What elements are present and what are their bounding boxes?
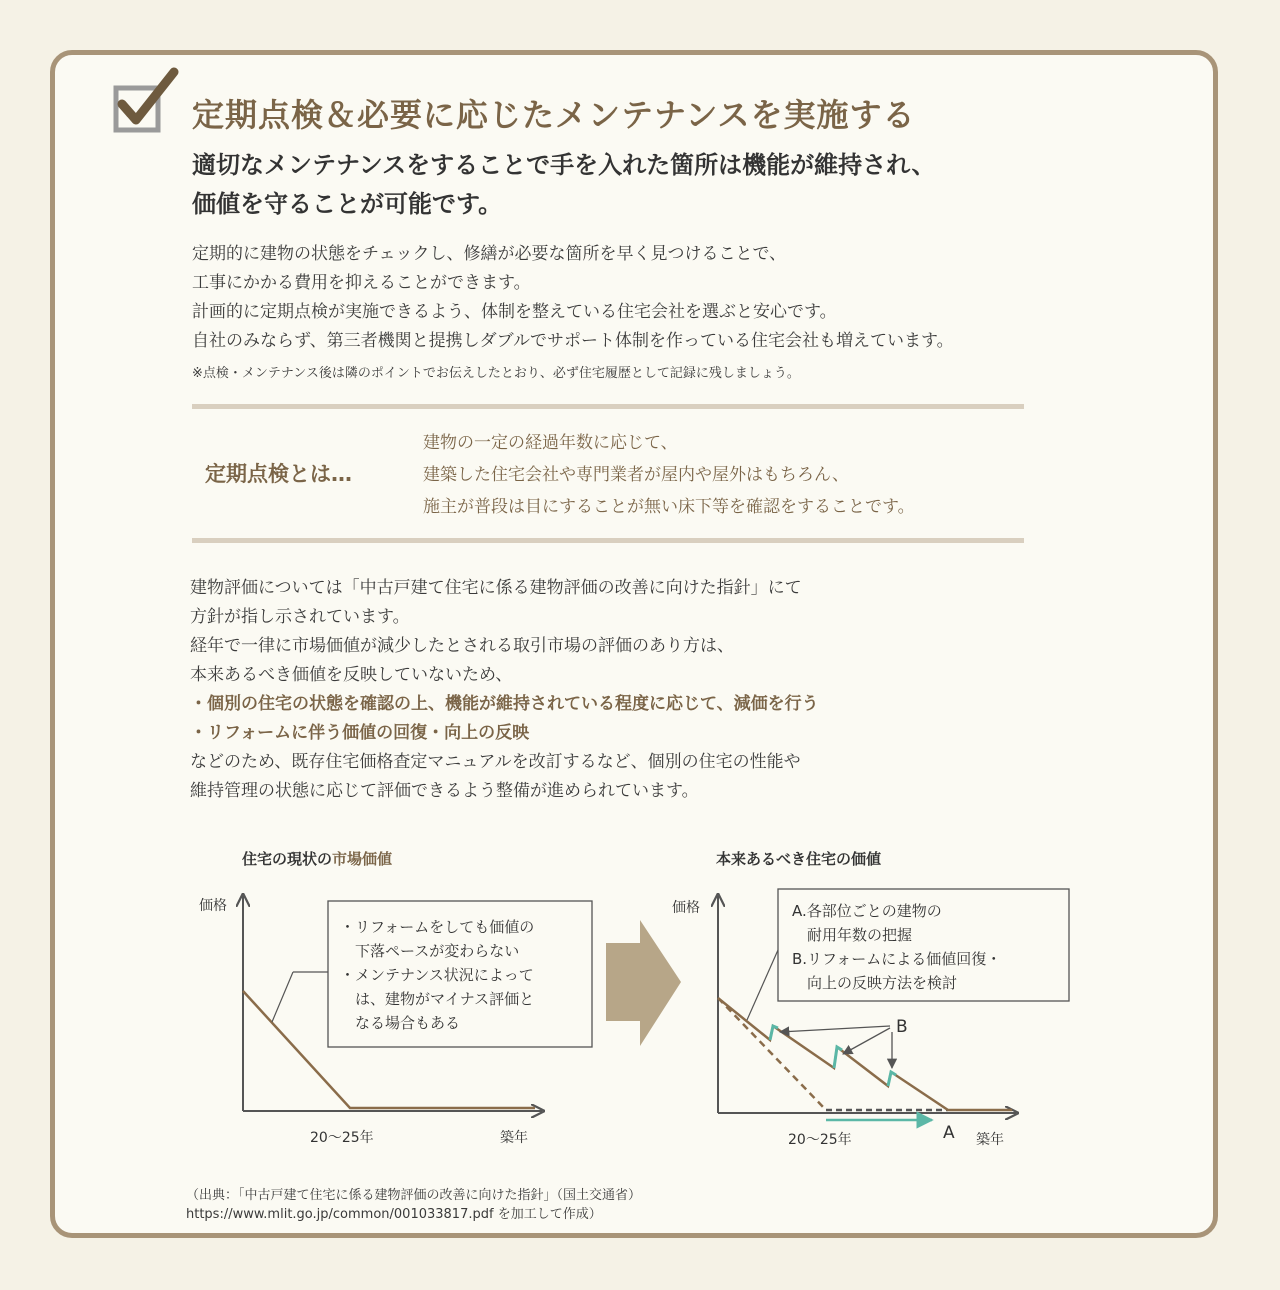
intro-note: ※点検・メンテナンス後は隣のポイントでお伝えしたとおり、必ず住宅履歴として記録に残しましょう。 xyxy=(192,366,800,381)
left-callout-leader xyxy=(272,972,293,1022)
recovery-mark xyxy=(770,1026,778,1040)
source-url: https://www.mlit.go.jp/common/001033817.pdf を加工して作成） xyxy=(186,1207,602,1222)
evaluation-line: 方針が指し示されています。 xyxy=(190,607,410,627)
pointer-b xyxy=(780,1026,890,1032)
left-callout-line: ・リフォームをしても価値の xyxy=(340,918,535,936)
left-callout-line: は、建物がマイナス評価と xyxy=(340,990,535,1008)
left-y-label: 価格 xyxy=(199,898,227,914)
right-callout-leader xyxy=(747,950,778,1020)
right-callout-line: A.各部位ごとの建物の xyxy=(792,902,942,920)
recovery-mark xyxy=(834,1047,842,1068)
label-b: B xyxy=(896,1017,908,1037)
left-x-label: 築年 xyxy=(500,1130,528,1146)
right-y-label: 価格 xyxy=(672,900,700,916)
left-callout-line: なる場合もある xyxy=(340,1014,461,1032)
intro-line: 自社のみならず、第三者機関と提携しダブルでサポート体制を作っている住宅会社も増えています。 xyxy=(192,331,954,351)
page-title: 定期点検＆必要に応じたメンテナンスを実施する xyxy=(192,96,916,134)
source-line: （出典：「中古戸建て住宅に係る建物評価の改善に向けた指針」（国土交通省） xyxy=(186,1188,642,1203)
definition-line: 施主が普段は目にすることが無い床下等を確認をすることです。 xyxy=(423,497,915,517)
right-callout-line: B.リフォームによる価値回復・ xyxy=(792,950,1002,968)
chart-left-title-b: 市場価値 xyxy=(332,850,393,868)
evaluation-line: 建物評価については「中古戸建て住宅に係る建物評価の改善に向けた指針」にて xyxy=(190,578,802,598)
subtitle-line: 適切なメンテナンスをすることで手を入れた箇所は機能が維持され、 xyxy=(192,151,936,179)
source-citation xyxy=(186,1186,641,1224)
evaluation-line: などのため、既存住宅価格査定マニュアルを改訂するなど、個別の住宅の性能や xyxy=(190,752,801,772)
definition-line: 建築した住宅会社や専門業者が屋内や屋外はもちろん、 xyxy=(423,465,850,485)
right-callout-line: 向上の反映方法を検討 xyxy=(792,974,958,992)
right-arrow-icon xyxy=(606,920,681,1046)
label-a: A xyxy=(943,1123,955,1143)
evaluation-line: 本来あるべき価値を反映していないため、 xyxy=(190,665,513,685)
right-ideal-line xyxy=(718,998,1012,1110)
left-callout-line: ・メンテナンス状況によって xyxy=(340,966,534,984)
definition-label: 定期点検とは… xyxy=(205,462,352,486)
evaluation-line: 維持管理の状態に応じて評価できるよう整備が進められています。 xyxy=(190,781,699,801)
subtitle-line: 価値を守ることが可能です。 xyxy=(192,190,503,218)
left-x-tick: 20～25年 xyxy=(310,1130,374,1146)
right-current-dashed-line xyxy=(718,998,826,1110)
intro-line: 計画的に定期点検が実施できるよう、体制を整えている住宅会社を選ぶと安心です。 xyxy=(192,302,837,322)
right-callout-line: 耐用年数の把握 xyxy=(792,926,913,944)
chart-right-title: 本来あるべき住宅の価値 xyxy=(716,850,882,868)
pointer-b xyxy=(843,1028,890,1054)
evaluation-bullet: ・リフォームに伴う価値の回復・向上の反映 xyxy=(190,723,530,743)
chart-left-title-a: 住宅の現状の xyxy=(242,850,333,868)
evaluation-line: 経年で一律に市場価値が減少したとされる取引市場の評価のあり方は、 xyxy=(190,636,734,656)
intro-line: 定期的に建物の状態をチェックし、修繕が必要な箇所を早く見つけることで、 xyxy=(192,244,787,264)
definition-line: 建物の一定の経過年数に応じて、 xyxy=(423,433,678,453)
right-x-label: 築年 xyxy=(976,1132,1004,1148)
right-x-tick: 20～25年 xyxy=(788,1132,852,1148)
evaluation-bullet: ・個別の住宅の状態を確認の上、機能が維持されている程度に応じて、減価を行う xyxy=(190,694,819,714)
intro-line: 工事にかかる費用を抑えることができます。 xyxy=(192,273,531,293)
recovery-mark xyxy=(888,1072,896,1086)
left-callout-line: 下落ペースが変わらない xyxy=(340,942,520,960)
